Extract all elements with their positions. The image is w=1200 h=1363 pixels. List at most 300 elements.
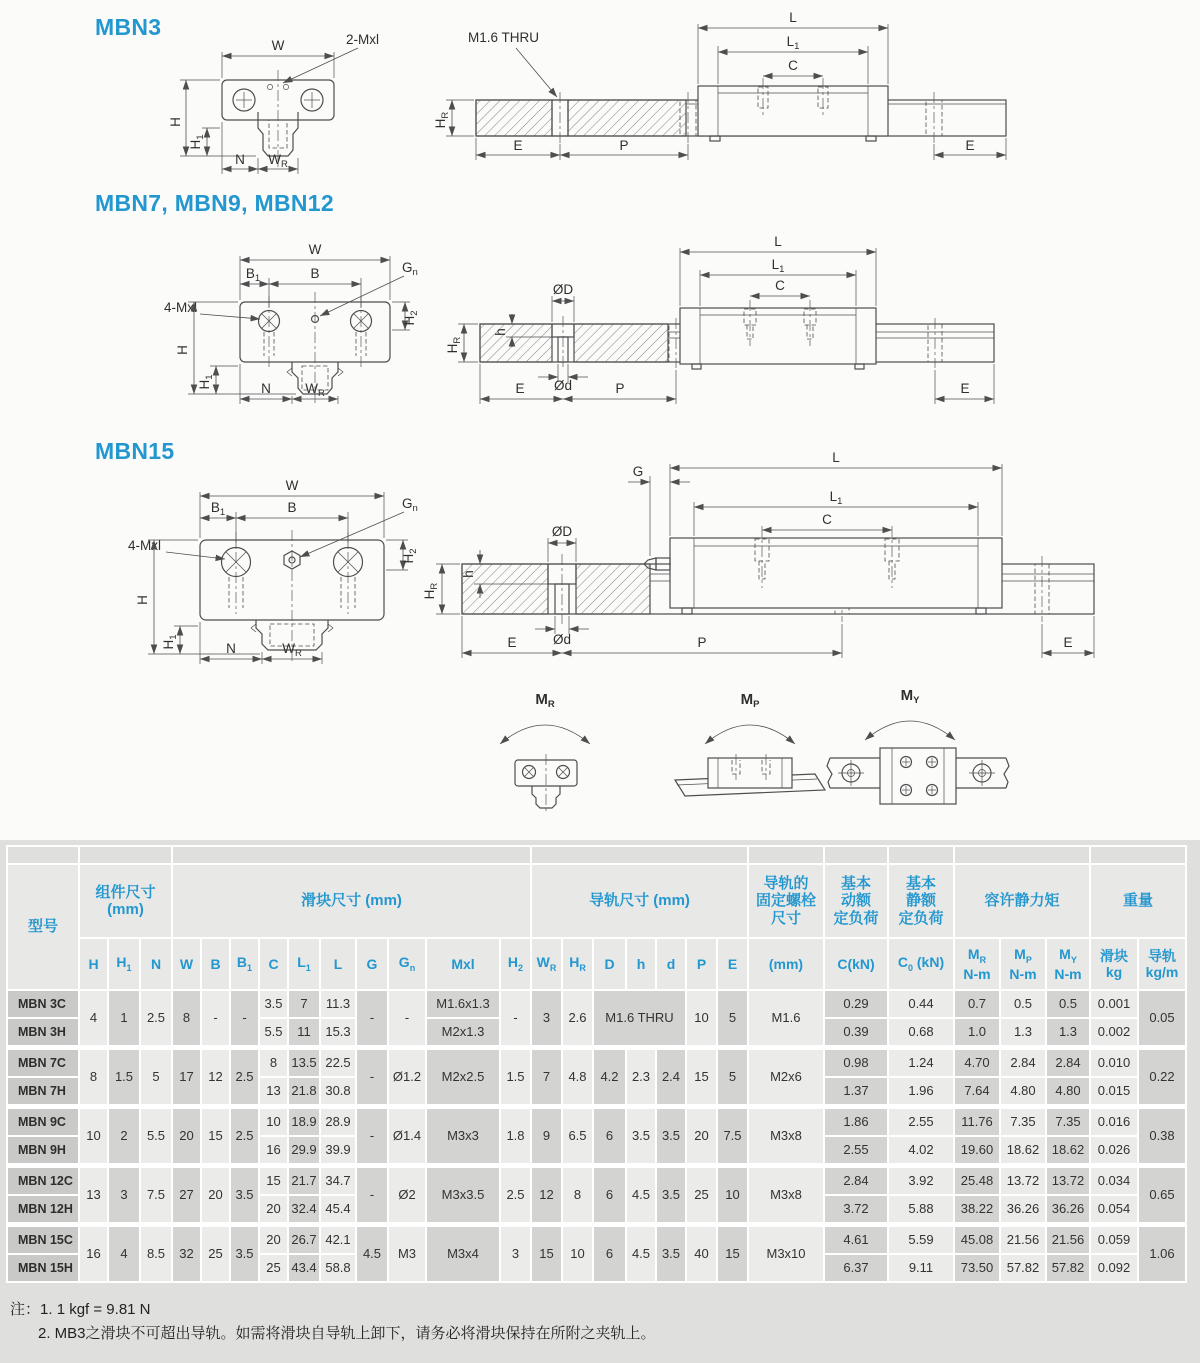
cell-C0_kN: 9.11 bbox=[889, 1255, 953, 1281]
cell-kgm: 0.22 bbox=[1139, 1050, 1185, 1104]
cell-N: 2.5 bbox=[141, 991, 171, 1045]
cell-W: 8 bbox=[173, 991, 200, 1045]
column-subheader-1: $H_1$ bbox=[109, 939, 139, 989]
cell-MY: 2.84 bbox=[1047, 1050, 1089, 1076]
cell-MR: 4.70 bbox=[955, 1050, 999, 1076]
cell-Dhd: M1.6 THRU bbox=[594, 991, 685, 1045]
cell-C: 16 bbox=[260, 1137, 287, 1163]
cell-L: 42.1 bbox=[321, 1227, 355, 1253]
cell-MY: 0.5 bbox=[1047, 991, 1089, 1017]
cell-Gn: Ø1.4 bbox=[389, 1109, 425, 1163]
column-subheader-10: $G_n$ bbox=[389, 939, 425, 989]
note-line-1 bbox=[10, 1298, 656, 1322]
cell-C_kN: 0.98 bbox=[825, 1050, 887, 1076]
header-strip-cell bbox=[532, 847, 747, 863]
cell-L: 11.3 bbox=[321, 991, 355, 1017]
cell-HR: 4.8 bbox=[563, 1050, 592, 1104]
cell-B: 25 bbox=[202, 1227, 229, 1281]
dim-label-b1: $B_1$ bbox=[245, 266, 261, 284]
cell-C: 13 bbox=[260, 1078, 287, 1104]
cell-MP: 2.84 bbox=[1001, 1050, 1045, 1076]
dim-label-h1: $H_1$ bbox=[188, 134, 206, 150]
cell-C_kN: 3.72 bbox=[825, 1196, 887, 1222]
cell-H1: 1 bbox=[109, 991, 139, 1045]
dim-label-l: L bbox=[789, 10, 797, 25]
dim-label-h1: $H_1$ bbox=[161, 634, 179, 650]
cell-Gn: Ø1.2 bbox=[389, 1050, 425, 1104]
model-cell: MBN 15C bbox=[8, 1227, 78, 1253]
cell-kgm: 0.05 bbox=[1139, 991, 1185, 1045]
cell-C: 5.5 bbox=[260, 1019, 287, 1045]
cell-E: 5 bbox=[718, 991, 747, 1045]
cell-C: 20 bbox=[260, 1227, 287, 1253]
cell-MY: 57.82 bbox=[1047, 1255, 1089, 1281]
cell-C: 10 bbox=[260, 1109, 287, 1135]
cell-HR: 10 bbox=[563, 1227, 592, 1281]
moment-mr-label: $M_R$ bbox=[535, 691, 555, 710]
group-spacer bbox=[8, 1165, 1185, 1166]
dim-label-l1: $L_1$ bbox=[771, 257, 785, 275]
column-subheader-22: $C_0$ (kN) bbox=[889, 939, 953, 989]
dim-label-2mxl: 2-Mxl bbox=[346, 32, 379, 47]
cell-C0_kN: 0.68 bbox=[889, 1019, 953, 1045]
dim-label-l1: $L_1$ bbox=[786, 34, 800, 52]
cell-MP: 1.3 bbox=[1001, 1019, 1045, 1045]
note-line-2: 2. MB3之滑块不可超出导轨。如需将滑块自导轨上卸下，请务必将滑块保持在所附之夹轨上。 bbox=[38, 1325, 656, 1342]
header-strip-cell bbox=[825, 847, 887, 863]
cell-H: 16 bbox=[80, 1227, 107, 1281]
column-subheader-24: $M_P$ N-m bbox=[1001, 939, 1045, 989]
cell-C: 20 bbox=[260, 1196, 287, 1222]
cell-MR: 19.60 bbox=[955, 1137, 999, 1163]
cell-B1: 3.5 bbox=[231, 1168, 258, 1222]
cell-H: 4 bbox=[80, 991, 107, 1045]
cell-G: - bbox=[357, 991, 387, 1045]
cell-MP: 21.56 bbox=[1001, 1227, 1045, 1253]
cell-P: 10 bbox=[687, 991, 716, 1045]
mbn7-side-view-drawing bbox=[428, 232, 1008, 408]
cell-L1: 7 bbox=[289, 991, 319, 1017]
column-subheader-9: G bbox=[357, 939, 387, 989]
cell-MP: 7.35 bbox=[1001, 1109, 1045, 1135]
cell-MY: 1.3 bbox=[1047, 1019, 1089, 1045]
cell-L: 15.3 bbox=[321, 1019, 355, 1045]
column-subheader-3: W bbox=[173, 939, 200, 989]
column-group-header-6: 容许静力矩 bbox=[955, 865, 1089, 937]
cell-B: 15 bbox=[202, 1109, 229, 1163]
dim-label-n: N bbox=[235, 152, 245, 167]
cell-H: 8 bbox=[80, 1050, 107, 1104]
cell-MP: 57.82 bbox=[1001, 1255, 1045, 1281]
note-text-1: 1. 1 kgf = 9.81 N bbox=[40, 1301, 151, 1318]
dim-label-b: B bbox=[310, 266, 320, 281]
dim-label-p: P bbox=[615, 381, 625, 396]
cell-WR: 3 bbox=[532, 991, 561, 1045]
dim-label-h-depth: h bbox=[493, 328, 508, 336]
cell-N: 5 bbox=[141, 1050, 171, 1104]
cell-h: 3.5 bbox=[627, 1109, 655, 1163]
cell-L1: 32.4 bbox=[289, 1196, 319, 1222]
section-title-mbn15: MBN15 bbox=[95, 438, 175, 464]
cell-kgm: 0.38 bbox=[1139, 1109, 1185, 1163]
column-subheader-11: Mxl bbox=[427, 939, 499, 989]
dim-label-h-depth: h bbox=[461, 570, 476, 578]
cell-C: 25 bbox=[260, 1255, 287, 1281]
mbn3-cross-section-drawing bbox=[150, 28, 420, 180]
table-notes bbox=[10, 1298, 656, 1346]
cell-bolt: M3x10 bbox=[749, 1227, 823, 1281]
dim-label-od-small: Ød bbox=[553, 378, 573, 393]
cell-C_kN: 0.29 bbox=[825, 991, 887, 1017]
column-group-header-0: 组件尺寸 (mm) bbox=[80, 865, 171, 937]
cell-N: 5.5 bbox=[141, 1109, 171, 1163]
cell-D: 6 bbox=[594, 1227, 625, 1281]
cell-B: - bbox=[202, 991, 229, 1045]
cell-C0_kN: 3.92 bbox=[889, 1168, 953, 1194]
dim-label-b: B bbox=[287, 500, 297, 515]
dim-label-w: W bbox=[308, 242, 322, 257]
dim-label-od-small: Ød bbox=[552, 632, 572, 647]
dim-label-c: C bbox=[822, 512, 832, 527]
moment-mp-label: $M_P$ bbox=[740, 691, 760, 710]
dim-label-c: C bbox=[788, 58, 798, 73]
dim-label-e-right: E bbox=[1063, 635, 1073, 650]
column-subheader-26: 滑块 kg bbox=[1091, 939, 1137, 989]
cell-L: 34.7 bbox=[321, 1168, 355, 1194]
section-title-mbn3: MBN3 bbox=[95, 14, 162, 40]
cell-kg: 0.002 bbox=[1091, 1019, 1137, 1045]
model-cell: MBN 7C bbox=[8, 1050, 78, 1076]
cell-kg: 0.026 bbox=[1091, 1137, 1137, 1163]
column-subheader-18: P bbox=[687, 939, 716, 989]
cell-WR: 15 bbox=[532, 1227, 561, 1281]
dim-label-h: H bbox=[175, 345, 190, 355]
dim-label-hr: $H_R$ bbox=[433, 111, 451, 129]
dim-label-h2: $H_2$ bbox=[402, 310, 420, 326]
cell-MY: 4.80 bbox=[1047, 1078, 1089, 1104]
cell-kg: 0.010 bbox=[1091, 1050, 1137, 1076]
cell-L1: 21.7 bbox=[289, 1168, 319, 1194]
moment-diagrams bbox=[470, 682, 1050, 832]
note-prefix: 注： bbox=[10, 1301, 41, 1318]
cell-B: 12 bbox=[202, 1050, 229, 1104]
cell-bolt: M2x6 bbox=[749, 1050, 823, 1104]
cell-d: 2.4 bbox=[657, 1050, 685, 1104]
dim-label-e-right: E bbox=[965, 138, 975, 153]
column-subheader-6: C bbox=[260, 939, 287, 989]
cell-B: 20 bbox=[202, 1168, 229, 1222]
cell-MP: 18.62 bbox=[1001, 1137, 1045, 1163]
model-cell: MBN 12H bbox=[8, 1196, 78, 1222]
cell-MY: 7.35 bbox=[1047, 1109, 1089, 1135]
cell-H2: - bbox=[501, 991, 530, 1045]
cell-kg: 0.015 bbox=[1091, 1078, 1137, 1104]
column-group-header-5: 基本 静额 定负荷 bbox=[889, 865, 953, 937]
dim-label-l1: $L_1$ bbox=[829, 489, 843, 507]
group-spacer bbox=[8, 1047, 1185, 1048]
cell-h: 4.5 bbox=[627, 1227, 655, 1281]
cell-MR: 73.50 bbox=[955, 1255, 999, 1281]
dim-label-od-big: ØD bbox=[552, 282, 574, 297]
column-subheader-4: B bbox=[202, 939, 229, 989]
cell-h: 4.5 bbox=[627, 1168, 655, 1222]
dim-label-n: N bbox=[261, 381, 271, 396]
cell-bolt: M3x8 bbox=[749, 1168, 823, 1222]
cell-H2: 1.5 bbox=[501, 1050, 530, 1104]
dim-label-gn: $G_n$ bbox=[402, 496, 418, 514]
cell-HR: 6.5 bbox=[563, 1109, 592, 1163]
cell-kg: 0.059 bbox=[1091, 1227, 1137, 1253]
cell-Gn: - bbox=[389, 991, 425, 1045]
cell-C0_kN: 5.59 bbox=[889, 1227, 953, 1253]
dim-label-h-total: H bbox=[168, 117, 183, 127]
column-subheader-12: $H_2$ bbox=[501, 939, 530, 989]
column-subheader-15: D bbox=[594, 939, 625, 989]
cell-L1: 21.8 bbox=[289, 1078, 319, 1104]
cell-WR: 9 bbox=[532, 1109, 561, 1163]
cell-Gn: M3 bbox=[389, 1227, 425, 1281]
dim-label-c: C bbox=[775, 278, 785, 293]
cell-MR: 0.7 bbox=[955, 991, 999, 1017]
cell-C_kN: 4.61 bbox=[825, 1227, 887, 1253]
header-strip-cell bbox=[173, 847, 530, 863]
cell-L: 39.9 bbox=[321, 1137, 355, 1163]
cell-D: 4.2 bbox=[594, 1050, 625, 1104]
column-subheader-5: $B_1$ bbox=[231, 939, 258, 989]
cell-H1: 2 bbox=[109, 1109, 139, 1163]
cell-B1: - bbox=[231, 991, 258, 1045]
cell-Mxl: M1.6x1.3 bbox=[427, 991, 499, 1017]
cell-C_kN: 2.55 bbox=[825, 1137, 887, 1163]
cell-C0_kN: 1.96 bbox=[889, 1078, 953, 1104]
cell-P: 20 bbox=[687, 1109, 716, 1163]
column-group-header-2: 导轨尺寸 (mm) bbox=[532, 865, 747, 937]
dim-label-4mxl: 4-Mxl bbox=[128, 538, 161, 553]
cell-E: 15 bbox=[718, 1227, 747, 1281]
column-header-model: 型号 bbox=[8, 865, 78, 989]
cell-G: - bbox=[357, 1050, 387, 1104]
cell-MP: 4.80 bbox=[1001, 1078, 1045, 1104]
dim-label-e-right: E bbox=[960, 381, 970, 396]
cell-MR: 25.48 bbox=[955, 1168, 999, 1194]
dim-label-h1: $H_1$ bbox=[197, 374, 215, 390]
column-subheader-21: C(kN) bbox=[825, 939, 887, 989]
cell-kg: 0.054 bbox=[1091, 1196, 1137, 1222]
cell-D: 6 bbox=[594, 1168, 625, 1222]
cell-L1: 26.7 bbox=[289, 1227, 319, 1253]
dim-label-wr: $W_R$ bbox=[305, 381, 325, 399]
dim-label-wr: $W_R$ bbox=[268, 152, 288, 170]
dim-label-g: G bbox=[632, 464, 644, 479]
cell-MY: 13.72 bbox=[1047, 1168, 1089, 1194]
cell-H1: 1.5 bbox=[109, 1050, 139, 1104]
dim-label-h: H bbox=[135, 595, 150, 605]
dim-label-e-left: E bbox=[515, 381, 525, 396]
cell-L1: 43.4 bbox=[289, 1255, 319, 1281]
cell-C: 8 bbox=[260, 1050, 287, 1076]
cell-B1: 2.5 bbox=[231, 1109, 258, 1163]
cell-E: 7.5 bbox=[718, 1109, 747, 1163]
cell-P: 40 bbox=[687, 1227, 716, 1281]
cell-C0_kN: 2.55 bbox=[889, 1109, 953, 1135]
column-group-header-1: 滑块尺寸 (mm) bbox=[173, 865, 530, 937]
cell-L1: 11 bbox=[289, 1019, 319, 1045]
cell-kg: 0.001 bbox=[1091, 991, 1137, 1017]
cell-L1: 29.9 bbox=[289, 1137, 319, 1163]
column-group-header-3: 导轨的 固定螺栓 尺寸 bbox=[749, 865, 823, 937]
cell-P: 25 bbox=[687, 1168, 716, 1222]
moment-my-label: $M_Y$ bbox=[900, 687, 920, 706]
cell-MR: 11.76 bbox=[955, 1109, 999, 1135]
cell-G: - bbox=[357, 1109, 387, 1163]
cell-Gn: Ø2 bbox=[389, 1168, 425, 1222]
header-strip-cell bbox=[955, 847, 1089, 863]
cell-MY: 36.26 bbox=[1047, 1196, 1089, 1222]
column-group-header-7: 重量 bbox=[1091, 865, 1185, 937]
cell-C_kN: 1.86 bbox=[825, 1109, 887, 1135]
cell-MP: 0.5 bbox=[1001, 991, 1045, 1017]
cell-E: 5 bbox=[718, 1050, 747, 1104]
mbn3-side-view-drawing bbox=[418, 4, 1018, 176]
spec-table-head bbox=[8, 847, 1185, 989]
cell-L: 58.8 bbox=[321, 1255, 355, 1281]
group-spacer bbox=[8, 1106, 1185, 1107]
cell-L: 30.8 bbox=[321, 1078, 355, 1104]
dim-label-e-left: E bbox=[507, 635, 517, 650]
header-strip-cell bbox=[80, 847, 171, 863]
cell-B1: 3.5 bbox=[231, 1227, 258, 1281]
cell-Mxl: M3x4 bbox=[427, 1227, 499, 1281]
cell-C0_kN: 0.44 bbox=[889, 991, 953, 1017]
cell-C_kN: 0.39 bbox=[825, 1019, 887, 1045]
cell-MP: 36.26 bbox=[1001, 1196, 1045, 1222]
cell-HR: 2.6 bbox=[563, 991, 592, 1045]
column-subheader-17: d bbox=[657, 939, 685, 989]
cell-C_kN: 2.84 bbox=[825, 1168, 887, 1194]
cell-WR: 12 bbox=[532, 1168, 561, 1222]
model-cell: MBN 9C bbox=[8, 1109, 78, 1135]
column-subheader-27: 导轨 kg/m bbox=[1139, 939, 1185, 989]
cell-W: 17 bbox=[173, 1050, 200, 1104]
header-strip-cell bbox=[8, 847, 78, 863]
cell-C0_kN: 5.88 bbox=[889, 1196, 953, 1222]
cell-L1: 18.9 bbox=[289, 1109, 319, 1135]
cell-W: 20 bbox=[173, 1109, 200, 1163]
model-cell: MBN 9H bbox=[8, 1137, 78, 1163]
cell-H: 13 bbox=[80, 1168, 107, 1222]
mbn15-side-view-drawing bbox=[422, 446, 1112, 666]
cell-D: 6 bbox=[594, 1109, 625, 1163]
cell-bolt: M3x8 bbox=[749, 1109, 823, 1163]
column-subheader-16: h bbox=[627, 939, 655, 989]
cell-H2: 2.5 bbox=[501, 1168, 530, 1222]
cell-H2: 1.8 bbox=[501, 1109, 530, 1163]
cell-d: 3.5 bbox=[657, 1109, 685, 1163]
cell-H: 10 bbox=[80, 1109, 107, 1163]
cell-C_kN: 1.37 bbox=[825, 1078, 887, 1104]
column-subheader-7: $L_1$ bbox=[289, 939, 319, 989]
cell-N: 8.5 bbox=[141, 1227, 171, 1281]
dim-label-4mxl: 4-Mxl bbox=[164, 300, 197, 315]
cell-H2: 3 bbox=[501, 1227, 530, 1281]
header-strip-cell bbox=[1091, 847, 1185, 863]
cell-kg: 0.016 bbox=[1091, 1109, 1137, 1135]
column-subheader-2: N bbox=[141, 939, 171, 989]
cell-N: 7.5 bbox=[141, 1168, 171, 1222]
cell-W: 32 bbox=[173, 1227, 200, 1281]
cell-MR: 7.64 bbox=[955, 1078, 999, 1104]
section-title-mbn7-9-12: MBN7, MBN9, MBN12 bbox=[95, 190, 334, 216]
cell-C: 3.5 bbox=[260, 991, 287, 1017]
cell-WR: 7 bbox=[532, 1050, 561, 1104]
column-subheader-8: L bbox=[321, 939, 355, 989]
cell-C_kN: 6.37 bbox=[825, 1255, 887, 1281]
cell-kgm: 0.65 bbox=[1139, 1168, 1185, 1222]
cell-P: 15 bbox=[687, 1050, 716, 1104]
cell-L1: 13.5 bbox=[289, 1050, 319, 1076]
cell-Mxl: M2x1.3 bbox=[427, 1019, 499, 1045]
cell-MP: 13.72 bbox=[1001, 1168, 1045, 1194]
column-subheader-25: $M_Y$ N-m bbox=[1047, 939, 1089, 989]
dim-label-od-big: ØD bbox=[551, 524, 573, 539]
cell-L: 22.5 bbox=[321, 1050, 355, 1076]
dim-label-n: N bbox=[226, 641, 236, 656]
column-subheader-0: H bbox=[80, 939, 107, 989]
cell-L: 28.9 bbox=[321, 1109, 355, 1135]
dim-label-p: P bbox=[619, 138, 629, 153]
dim-label-l: L bbox=[832, 450, 840, 465]
dim-label-gn: $G_n$ bbox=[402, 260, 418, 278]
cell-MR: 1.0 bbox=[955, 1019, 999, 1045]
cell-E: 10 bbox=[718, 1168, 747, 1222]
cell-H1: 3 bbox=[109, 1168, 139, 1222]
cell-bolt: M1.6 bbox=[749, 991, 823, 1045]
group-spacer bbox=[8, 1224, 1185, 1225]
cell-MY: 21.56 bbox=[1047, 1227, 1089, 1253]
cell-kgm: 1.06 bbox=[1139, 1227, 1185, 1281]
cell-C: 15 bbox=[260, 1168, 287, 1194]
header-strip-cell bbox=[749, 847, 823, 863]
model-cell: MBN 7H bbox=[8, 1078, 78, 1104]
cell-G: 4.5 bbox=[357, 1227, 387, 1281]
dim-label-wr: $W_R$ bbox=[282, 641, 302, 659]
model-cell: MBN 3C bbox=[8, 991, 78, 1017]
cell-H1: 4 bbox=[109, 1227, 139, 1281]
dim-label-m16thru: M1.6 THRU bbox=[468, 30, 540, 45]
header-strip-cell bbox=[889, 847, 953, 863]
dim-label-hr: $H_R$ bbox=[445, 336, 463, 354]
column-subheader-13: $W_R$ bbox=[532, 939, 561, 989]
model-cell: MBN 12C bbox=[8, 1168, 78, 1194]
cell-kg: 0.092 bbox=[1091, 1255, 1137, 1281]
dim-label-w: W bbox=[285, 478, 299, 493]
cell-d: 3.5 bbox=[657, 1227, 685, 1281]
model-cell: MBN 3H bbox=[8, 1019, 78, 1045]
column-subheader-19: E bbox=[718, 939, 747, 989]
model-cell: MBN 15H bbox=[8, 1255, 78, 1281]
cell-d: 3.5 bbox=[657, 1168, 685, 1222]
cell-MR: 38.22 bbox=[955, 1196, 999, 1222]
cell-B1: 2.5 bbox=[231, 1050, 258, 1104]
column-subheader-23: $M_R$ N-m bbox=[955, 939, 999, 989]
cell-h: 2.3 bbox=[627, 1050, 655, 1104]
cell-G: - bbox=[357, 1168, 387, 1222]
mbn7-cross-section-drawing bbox=[152, 226, 432, 410]
cell-C0_kN: 4.02 bbox=[889, 1137, 953, 1163]
dim-label-l: L bbox=[774, 234, 782, 249]
column-group-header-4: 基本 动额 定负荷 bbox=[825, 865, 887, 937]
cell-Mxl: M3x3 bbox=[427, 1109, 499, 1163]
